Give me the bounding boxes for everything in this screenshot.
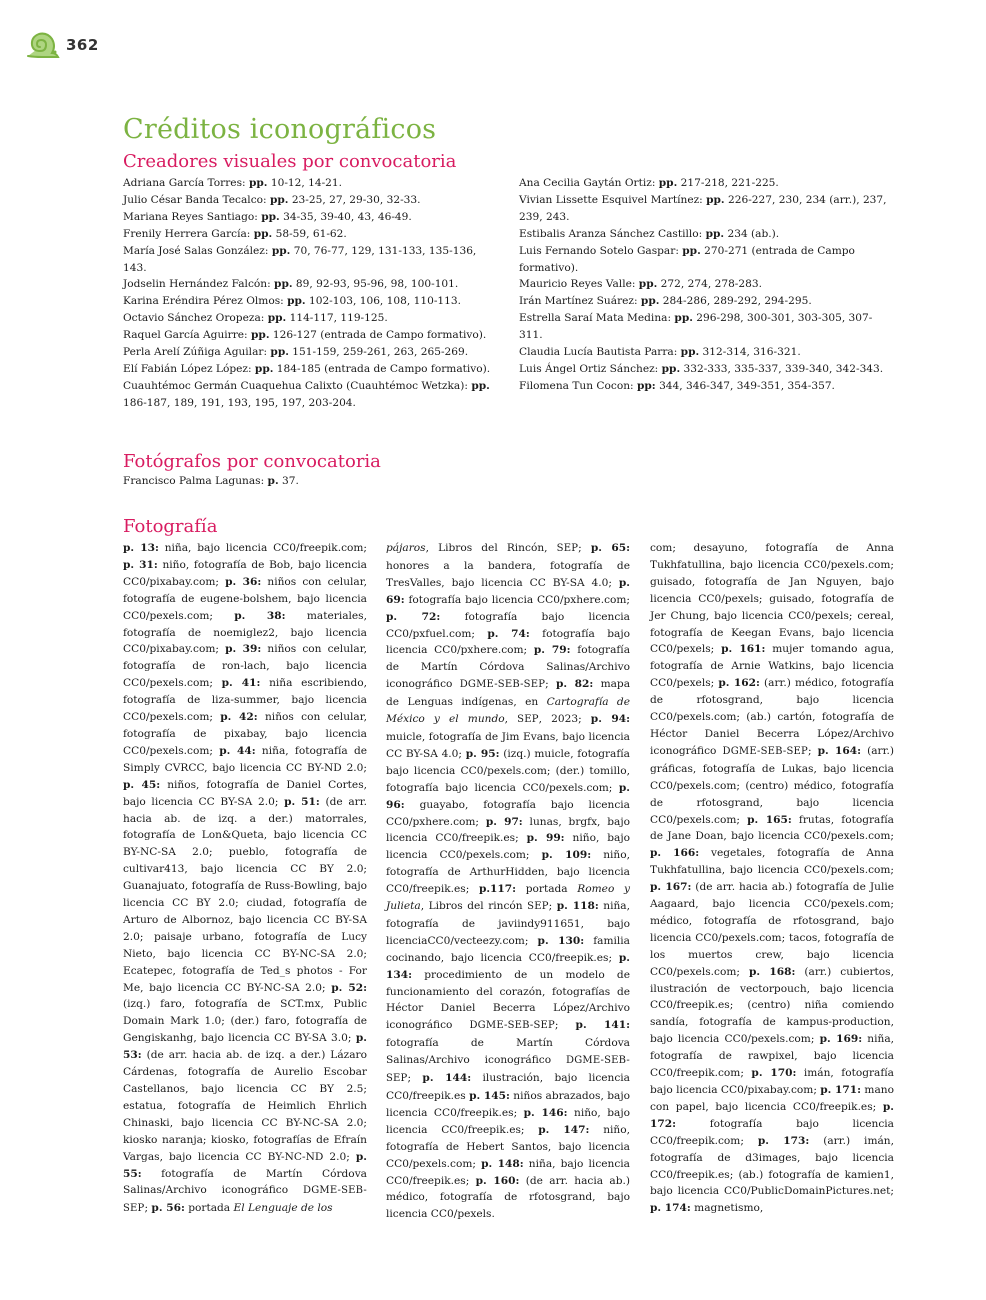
- credit-text: ;: [807, 744, 818, 757]
- page-ref: p. 41:: [221, 677, 261, 690]
- page-ref: p. 74:: [487, 627, 530, 640]
- credit-text: ;: [144, 1202, 152, 1215]
- page-ref: p. 174:: [650, 1202, 691, 1215]
- credit-text: frutas, fotografía de Jane Doan, bajo licencia CC0/pexels.com;: [650, 813, 894, 843]
- credit-entry: [519, 378, 894, 395]
- credit-pages: 234 (ab.).: [724, 227, 780, 240]
- credit-text: mujer tomando agua, fotografía de Arnie Watkins, bajo licencia CC0/pexels;: [650, 643, 895, 690]
- credit-text: niños con celular, fotografía de eugene-bolshem, bajo licencia CC0/pexels.com;: [123, 575, 367, 622]
- credit-text: , Libros del rincón: [420, 900, 528, 913]
- credit-name: Estrella Saraí Mata Medina:: [519, 312, 675, 325]
- credit-pages-label: pp.: [638, 278, 658, 291]
- page-header: [26, 30, 99, 60]
- page-ref: p. 42:: [220, 711, 258, 724]
- page-ref: p. 55:: [123, 1150, 367, 1180]
- credit-name: Julio César Banda Tecalco:: [123, 193, 270, 206]
- page-ref: p. 52:: [331, 981, 367, 994]
- page-ref: p. 95:: [465, 747, 500, 760]
- credit-pages: 226-227, 230, 234 (arr.), 237, 239, 243.: [519, 193, 887, 223]
- page-ref: p. 118:: [556, 900, 599, 913]
- credit-name: Perla Arelí Zúñiga Aguilar:: [123, 346, 271, 359]
- credit-text: niño, fotografía de Bob, bajo licencia CC0/pixabay.com;: [123, 558, 367, 588]
- credit-pages: 23-25, 27, 29-30, 32-33.: [288, 193, 421, 206]
- credit-pages-label: pp.: [274, 278, 293, 291]
- credit-pages-label: pp:: [636, 379, 656, 392]
- credit-entry: [519, 175, 894, 192]
- page-ref: p. 160:: [475, 1174, 520, 1187]
- page-ref: p. 134:: [386, 951, 630, 981]
- credit-entry: [519, 226, 894, 243]
- credit-entry: [519, 276, 894, 293]
- credit-text: niña, fotografía de rawpixel, bajo licencia CC0/freepik.com;: [650, 1033, 895, 1080]
- work-title: El Lenguaje de los: [233, 1202, 333, 1215]
- credit-pages: 70, 76-77, 129, 131-133, 135-136, 143.: [123, 244, 477, 274]
- work-title: pájaros: [386, 542, 426, 554]
- page-ref: p. 79:: [533, 644, 571, 657]
- credit-name: Elí Fabián López López:: [123, 362, 255, 375]
- credit-pages: 272, 274, 278-283.: [657, 278, 762, 291]
- page-ref: p. 31:: [123, 558, 158, 571]
- credit-pages: 344, 346-347, 349-351, 354-357.: [655, 379, 835, 392]
- page-ref: p. 72:: [386, 610, 441, 623]
- credit-text: (arr.) gráficas, fotografía de Lukas, bajo licencia CC0/pexels.com; (centro) médico, fotografía de rfotosgrand, bajo licencia CC0/pexels.com;: [650, 744, 895, 826]
- credit-text: niños con celular, fotografía de pixabay, bajo licencia CC0/pexels.com;: [123, 711, 367, 757]
- credit-pages: 151-159, 259-261, 263, 265-269.: [288, 346, 469, 359]
- credit-text: (arr.) imán, fotografía de d3images, bajo licencia CC0/freepik.es; (ab.) fotografía de kamien1, bajo licencia CC0/PublicDomainPictures.net;: [650, 1134, 895, 1198]
- credit-text: materiales, fotografía de noemiglez2, bajo licencia CC0/pixabay.com;: [123, 609, 367, 656]
- credit-text: mano con papel, bajo licencia CC0/freepik.es;: [650, 1084, 894, 1113]
- credit-entry: [123, 243, 498, 277]
- credit-name: Mauricio Reyes Valle:: [519, 278, 639, 291]
- credit-text: niña, fotografía de Simply CVRCC, bajo licencia CC BY-ND 2.0;: [123, 744, 367, 774]
- page-ref: p. 165:: [747, 813, 792, 826]
- page-ref: p. 148:: [481, 1157, 524, 1170]
- credit-pages-label: pp.: [682, 244, 701, 257]
- credit-text: imán, fotografía bajo licencia CC0/pixabay.com;: [650, 1067, 894, 1096]
- credit-pages-label: pp.: [658, 177, 678, 189]
- page-number: 362: [66, 36, 99, 54]
- credit-name: Karina Eréndira Pérez Olmos:: [123, 295, 288, 308]
- archive-code: SEP: [556, 543, 579, 554]
- credit-name: María José Salas González:: [123, 244, 272, 257]
- credit-text: niña, bajo licencia CC0/freepik.es;: [386, 1157, 630, 1187]
- credit-text: niños con celular, fotografía de ron-lach, bajo licencia CC0/pexels.com;: [123, 643, 367, 690]
- credit-name: Francisco Palma Lagunas:: [123, 475, 268, 487]
- credit-pages: 10-12, 14-21.: [267, 177, 343, 189]
- credit-text: magnetismo,: [690, 1202, 764, 1215]
- credit-text: niño, fotografía de ArthurHidden, bajo licencia CC0/freepik.es;: [386, 849, 631, 896]
- archive-code: DGME-SEB-SEP: [459, 679, 546, 691]
- page-ref: p.117:: [478, 883, 517, 896]
- page-ref: p. 146:: [523, 1106, 568, 1119]
- credit-name: Octavio Sánchez Oropeza:: [123, 312, 268, 325]
- page-ref: p. 99:: [526, 832, 565, 845]
- credit-text: fotografía de Martín Córdova Salinas/Archivo iconográfico: [386, 644, 631, 691]
- credit-entry: [123, 310, 498, 327]
- credit-pages: 102-103, 106, 108, 110-113.: [305, 295, 462, 308]
- credit-name: Luis Fernando Sotelo Gaspar:: [519, 244, 683, 257]
- archive-code: SEP: [527, 901, 549, 913]
- credit-pages: 34-35, 39-40, 43, 46-49.: [279, 210, 412, 223]
- page-ref: p. 141:: [575, 1019, 631, 1032]
- page-ref: p. 51:: [284, 795, 320, 808]
- credit-pages-label: p.: [267, 475, 279, 487]
- credit-pages: 284-286, 289-292, 294-295.: [659, 295, 812, 308]
- credit-text: fotografía bajo licencia CC0/pxfuel.com;: [386, 610, 630, 640]
- page-ref: p. 94:: [590, 713, 630, 726]
- credit-name: Cuauhtémoc Germán Cuaquehua Calixto (Cuauhtémoc Wetzka):: [123, 379, 472, 392]
- credit-text: ;: [578, 542, 591, 554]
- credit-name: Luis Ángel Ortiz Sánchez:: [519, 362, 662, 375]
- archive-code: DGME-SEB-SEP: [722, 745, 808, 757]
- credit-text: (de arr. hacia ab.) fotografía de Julie Aagaard, bajo licencia CC0/pexels.com; médico, fotografía de rfotosgrand, bajo licencia CC0/pexels.com; tacos, fotografía de los muertos crew, bajo licencia CC0/pexels.com;: [650, 881, 894, 978]
- page-ref: p. 164:: [817, 744, 862, 757]
- page-ref: p. 82:: [555, 678, 594, 691]
- credit-entry: [123, 209, 498, 226]
- page-ref: p. 144:: [422, 1072, 472, 1085]
- credit-text: familia cocinando, bajo licencia CC0/freepik.es;: [386, 934, 630, 964]
- page-ref: p. 173:: [757, 1134, 810, 1147]
- credit-text: (de arr. hacia ab. de izq. a der.) matorrales, fotografía de Lon&Queta, bajo licencia CC BY-NC-SA 2.0; pueblo, fotografía de cultivar413, bajo licencia CC BY 2.0; Guanajuato, fotografía de Russ-Bowling, bajo licencia CC BY 2.0; ciudad, fotografía de Arturo de Albornoz, bajo licencia CC BY-SA 2.0; paisaje urbano, fotografía de Lucy Nieto, bajo licencia CC BY-NC-SA 2.0; Ecatepec, fotografía de Ted_s photos - For Me, bajo licencia CC BY-NC-SA 2.0;: [123, 795, 367, 994]
- photography-credits-column-2: [386, 540, 630, 1223]
- credit-pages-label: pp.: [254, 362, 274, 375]
- credit-text: fotografía de Martín Córdova Salinas/Archivo iconográfico: [123, 1167, 367, 1197]
- credit-text: niño, fotografía de Hebert Santos, bajo licencia CC0/pexels.com;: [386, 1123, 630, 1170]
- page-ref: p. 162:: [718, 677, 760, 690]
- credit-text: lunas, brgfx, bajo licencia CC0/freepik.es;: [386, 815, 631, 845]
- credit-name: Vivian Lissette Esquivel Martínez:: [519, 193, 707, 206]
- credit-entry: [519, 344, 894, 361]
- page-ref: p. 169:: [819, 1033, 863, 1046]
- credit-pages-label: pp.: [680, 346, 700, 359]
- credit-name: Ana Cecilia Gaytán Ortiz:: [519, 177, 659, 189]
- credit-text: niños, fotografía de Daniel Cortes, bajo licencia CC BY-SA 2.0;: [123, 778, 367, 808]
- credit-entry: [519, 192, 894, 226]
- page-ref: p. 147:: [538, 1123, 590, 1136]
- visual-creators-list-right: [519, 175, 894, 395]
- archive-code: DGME-SEB-SEP: [386, 1055, 630, 1085]
- credit-pages: 89, 92-93, 95-96, 98, 100-101.: [292, 278, 459, 291]
- credit-entry: [123, 226, 498, 243]
- credit-pages-label: pp.: [706, 193, 725, 206]
- credit-pages: 186-187, 189, 191, 193, 195, 197, 203-204.: [123, 396, 356, 409]
- page-ref: p. 145:: [469, 1090, 510, 1102]
- credit-name: Filomena Tun Cocon:: [519, 379, 637, 392]
- page-ref: p. 130:: [537, 934, 585, 947]
- credit-text: (de arr. hacia ab. de izq. a der.) Lázaro Cárdenas, fotografía de Aurelio Escobar Castellanos, bajo licencia CC BY 2.5; estatua, fotografía de Heimlich Ehrlich Chinaski, bajo licencia CC BY-NC-SA 2.0; kiosko naranja; kiosko, fotografías de Efraín Vargas, bajo licencia CC BY-NC-ND 2.0;: [123, 1049, 367, 1163]
- page-ref: p. 36:: [225, 575, 262, 588]
- credit-pages-label: pp.: [471, 379, 490, 392]
- page-ref: p. 97:: [485, 815, 523, 828]
- credit-entry: [123, 175, 498, 192]
- work-title: Cartografía de México y el mundo: [386, 696, 630, 726]
- credit-text: muicle, fotografía de Jim Evans, bajo licencia CC BY-SA 4.0;: [386, 730, 630, 760]
- credit-pages-label: pp.: [674, 312, 693, 325]
- section-heading-photography: Fotografía: [123, 516, 218, 537]
- section-heading-visual-creators: Creadores visuales por convocatoria: [123, 151, 457, 172]
- credit-text: niño, bajo licencia CC0/freepik.es;: [386, 1106, 631, 1136]
- credit-pages-label: pp.: [661, 362, 681, 375]
- archive-code: DGME-SEB-SEP: [123, 1185, 367, 1215]
- credit-pages: 126-127 (entrada de Campo formativo).: [269, 329, 487, 342]
- credit-text: fotografía bajo licencia CC0/pxhere.com;: [404, 593, 630, 606]
- photographers-list: [123, 473, 498, 490]
- work-title: Romeo y Julieta: [386, 883, 630, 913]
- credit-pages-label: pp.: [640, 295, 660, 308]
- credit-text: (izq.) muicle, fotografía bajo licencia CC0/pexels.com; (der.) tomillo, fotografía bajo licencia CC0/pexels.com;: [386, 747, 631, 794]
- credit-pages: 296-298, 300-301, 303-305, 307-311.: [519, 312, 873, 342]
- credit-pages: 332-333, 335-337, 339-340, 342-343.: [680, 362, 884, 375]
- archive-code: DGME-SEB-SEP: [469, 1020, 555, 1032]
- credit-text: niños abrazados, bajo licencia CC0/freepik.es;: [386, 1090, 630, 1119]
- page-ref: p. 172:: [650, 1100, 894, 1130]
- credit-text: niña, bajo licencia CC0/freepik.com;: [158, 542, 368, 554]
- credit-text: , 2023;: [538, 713, 591, 726]
- credit-text: ilustración, bajo licencia CC0/freepik.es: [386, 1072, 631, 1102]
- credit-name: Raquel García Aguirre:: [123, 329, 251, 342]
- credit-entry: [519, 293, 894, 310]
- credit-pages-label: pp.: [270, 346, 289, 359]
- credit-name: Estibalis Aranza Sánchez Castillo:: [519, 227, 706, 240]
- credit-pages: 114-117, 119-125.: [286, 312, 388, 325]
- credit-pages-label: pp.: [267, 312, 287, 325]
- credit-name: Frenily Herrera García:: [123, 227, 254, 240]
- credit-entry: [123, 192, 498, 209]
- page-ref: p. 39:: [225, 643, 262, 656]
- photography-credits-column-3: [650, 540, 894, 1217]
- credit-name: Irán Martínez Suárez:: [519, 295, 641, 308]
- section-heading-photographers: Fotógrafos por convocatoria: [123, 451, 381, 472]
- credit-text: niña, fotografía de javiindy911651, bajo licenciaCC0/vecteezy.com;: [386, 900, 630, 947]
- credit-entry: [123, 361, 498, 378]
- page-ref: p. 65:: [590, 542, 630, 554]
- page-ref: p. 45:: [123, 778, 161, 791]
- credit-pages: 312-314, 316-321.: [699, 346, 801, 359]
- page-ref: p. 171:: [820, 1084, 862, 1096]
- page-ref: p. 69:: [386, 576, 630, 606]
- page-title: Créditos iconográficos: [123, 114, 437, 146]
- credit-entry: [519, 361, 894, 378]
- page-ref: p. 166:: [650, 847, 700, 860]
- credit-text: ;: [407, 1072, 423, 1085]
- photography-credits-column-1: [123, 540, 367, 1218]
- credit-entry: [123, 344, 498, 361]
- credit-pages-label: pp.: [261, 210, 280, 223]
- credit-text: vegetales, fotografía de Anna Tukhfatullina, bajo licencia CC0/pexels.com;: [650, 847, 894, 877]
- credit-text: com; desayuno, fotografía de Anna Tukhfatullina, bajo licencia CC0/pexels.com; guisado, fotografía de Jan Nguyen, bajo licencia CC0/pexels; guisado, fotografía de Jer Chung, bajo licencia CC0/pexels; cereal, fotografía de Keegan Evans, bajo licencia CC0/pexels;: [650, 542, 894, 656]
- credit-name: Mariana Reyes Santiago:: [123, 210, 262, 223]
- credit-entry: [519, 243, 894, 277]
- credit-entry: [123, 327, 498, 344]
- credit-pages: 58-59, 61-62.: [272, 227, 347, 240]
- page-ref: p. 109:: [541, 849, 592, 862]
- credit-name: Claudia Lucía Bautista Parra:: [519, 346, 681, 359]
- credit-text: ,: [504, 713, 518, 726]
- credit-text: (izq.) faro, fotografía de SCT.mx, Public Domain Mark 1.0; (der.) faro, fotografía de Gengiskanhg, bajo licencia CC BY-SA 3.0;: [123, 998, 367, 1045]
- credit-text: ;: [545, 678, 556, 691]
- credit-name: Jodselin Hernández Falcón:: [123, 278, 275, 291]
- credit-text: , Libros del Rincón,: [425, 542, 557, 554]
- credit-text: fotografía de Martín Córdova Salinas/Archivo iconográfico: [386, 1037, 630, 1067]
- credit-pages-label: pp.: [269, 193, 289, 206]
- credit-entry: [123, 293, 498, 310]
- credit-entry: [123, 276, 498, 293]
- credit-pages: 270-271 (entrada de Campo formativo).: [519, 244, 855, 274]
- credit-text: (de arr. hacia ab.) médico, fotografía de rfotosgrand, bajo licencia CC0/pexels.: [386, 1174, 630, 1221]
- credit-text: guayabo, fotografía bajo licencia CC0/pxhere.com;: [386, 798, 630, 828]
- page-ref: p. 44:: [219, 744, 256, 757]
- credit-name: Adriana García Torres:: [123, 177, 249, 189]
- credit-pages: 37.: [278, 475, 299, 487]
- page-ref: p. 53:: [123, 1032, 367, 1062]
- credit-text: niño, bajo licencia CC0/pexels.com;: [386, 832, 631, 862]
- credit-entry: [123, 378, 498, 412]
- credit-text: mapa de Lenguas indígenas, en: [386, 678, 631, 709]
- credit-entry: [519, 310, 894, 344]
- credit-text: procedimiento de un modelo de funcionamiento del corazón, fotografías de Héctor Daniel Becerra López/Archivo iconográfico: [386, 968, 630, 1032]
- credit-text: (arr.) médico, fotografía de rfotosgrand, bajo licencia CC0/pexels.com; (ab.) cartón, fotografía de Héctor Daniel Becerra López/Archivo iconográfico: [650, 677, 895, 757]
- page-ref: p. 38:: [234, 609, 286, 622]
- credit-text: fotografía bajo licencia CC0/pxhere.com;: [386, 627, 630, 657]
- credit-text: ;: [548, 900, 557, 913]
- credit-pages-label: pp.: [253, 227, 273, 240]
- credit-pages-label: pp.: [287, 295, 306, 308]
- archive-code: SEP: [517, 714, 539, 726]
- page-ref: p. 167:: [650, 881, 692, 894]
- credit-text: ;: [554, 1019, 576, 1032]
- credit-text: niña escribiendo, fotografía de liza-summer, bajo licencia CC0/pexels.com;: [123, 677, 367, 724]
- credit-text: honores a la bandera, fotografía de TresValles, bajo licencia CC BY-SA 4.0;: [386, 559, 630, 589]
- credit-text: (arr.) cubiertos, ilustración de vectorpouch, bajo licencia CC0/freepik.es; (centro) niña comiendo sandía, fotografía de kampus-production, bajo licencia CC0/pexels.com;: [650, 965, 894, 1046]
- credit-pages-label: pp.: [705, 227, 725, 240]
- credit-text: portada: [184, 1202, 234, 1215]
- credit-text: fotografía bajo licencia CC0/freepik.com;: [650, 1117, 894, 1147]
- page-ref: p. 161:: [721, 643, 766, 656]
- page-ref: p. 56:: [151, 1202, 185, 1215]
- credit-text: portada: [516, 883, 578, 896]
- snail-icon: [26, 30, 60, 60]
- credit-pages: 217-218, 221-225.: [677, 177, 779, 189]
- credit-pages-label: pp.: [251, 329, 270, 342]
- page-ref: p. 96:: [386, 781, 630, 811]
- credit-pages: 184-185 (entrada de Campo formativo).: [273, 362, 491, 375]
- credit-pages-label: pp.: [271, 244, 291, 257]
- page-ref: p. 168:: [748, 965, 796, 978]
- visual-creators-list-left: [123, 175, 498, 412]
- credit-entry: [123, 473, 498, 490]
- credit-pages-label: pp.: [248, 177, 268, 189]
- page-ref: p. 13:: [123, 542, 159, 554]
- page-ref: p. 170:: [751, 1067, 797, 1080]
